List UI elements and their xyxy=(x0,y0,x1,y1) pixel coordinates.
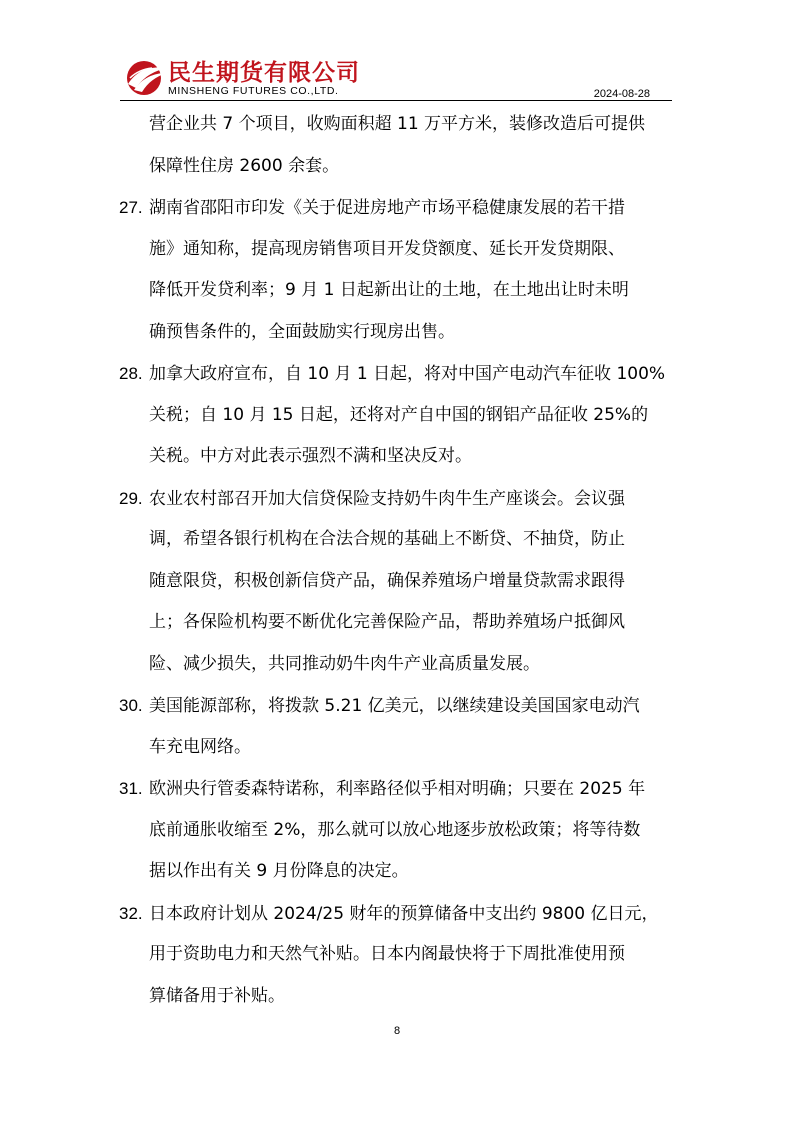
company-name-cn: 民生期货有限公司 xyxy=(168,60,360,86)
text-line: 随意限贷，积极创新信贷产品，确保养殖场户增量贷款需求跟得 xyxy=(149,570,625,591)
page-number: 8 xyxy=(393,1025,401,1037)
text-line: 关税；自 10 月 15 日起，还将对产自中国的钢铝产品征收 25%的 xyxy=(149,404,649,425)
page-header xyxy=(120,50,672,102)
news-item-30 xyxy=(119,685,679,768)
text-line: 农业农村部召开加大信贷保险支持奶牛肉牛生产座谈会。会议强 xyxy=(149,488,625,509)
continued-paragraph xyxy=(119,104,679,187)
text-line: 关税。中方对此表示强烈不满和坚决反对。 xyxy=(149,446,472,466)
text-line: 日本政府计划从 2024/25 财年的预算储备中支出约 9800 亿日元， xyxy=(149,903,659,924)
company-name-en: MINSHENG FUTURES CO.,LTD. xyxy=(168,85,339,97)
text-line: 算储备用于补贴。 xyxy=(149,985,285,1006)
report-date: 2024-08-28 xyxy=(593,88,650,100)
news-item-27 xyxy=(119,187,679,353)
text-line: 欧洲央行管委森特诺称，利率路径似乎相对明确；只要在 2025 年 xyxy=(149,779,646,799)
item-number: 29. xyxy=(119,488,143,508)
text-line: 营企业共 7 个项目，收购面积超 11 万平方米，装修改造后可提供 xyxy=(149,114,646,134)
news-item-28 xyxy=(119,353,679,478)
text-line: 降低开发贷利率；9 月 1 日起新出让的土地，在土地出让时未明 xyxy=(149,280,629,300)
item-number: 31. xyxy=(119,779,143,798)
text-line: 确预售条件的，全面鼓励实行现房出售。 xyxy=(149,321,455,342)
news-list xyxy=(119,104,679,1017)
text-line: 车充电网络。 xyxy=(149,736,251,757)
text-line: 保障性住房 2600 余套。 xyxy=(149,155,340,176)
minsheng-logo-icon xyxy=(124,58,170,98)
text-line: 用于资助电力和天然气补贴。日本内阁最快将于下周批准使用预 xyxy=(149,944,625,964)
text-line: 险、减少损失，共同推动奶牛肉牛产业高质量发展。 xyxy=(149,653,540,674)
text-line: 施》通知称，提高现房销售项目开发贷额度、延长开发贷期限、 xyxy=(149,238,625,259)
text-line: 美国能源部称，将拨款 5.21 亿美元，以继续建设美国国家电动汽 xyxy=(149,696,640,716)
text-line: 据以作出有关 9 月份降息的决定。 xyxy=(149,861,409,881)
item-number: 32. xyxy=(119,903,143,923)
text-line: 调，希望各银行机构在合法合规的基础上不断贷、不抽贷，防止 xyxy=(149,529,625,549)
text-line: 加拿大政府宣布，自 10 月 1 日起，将对中国产电动汽车征收 100% xyxy=(149,364,666,384)
item-number: 27. xyxy=(119,198,143,217)
news-item-32 xyxy=(119,893,679,1018)
header-divider xyxy=(120,100,672,101)
text-line: 湖南省邵阳市印发《关于促进房地产市场平稳健康发展的若干措 xyxy=(149,198,625,218)
item-number: 30. xyxy=(119,696,143,715)
text-line: 上；各保险机构要不断优化完善保险产品，帮助养殖场户抵御风 xyxy=(149,612,625,632)
item-number: 28. xyxy=(119,364,143,383)
text-line: 底前通胀收缩至 2%，那么就可以放心地逐步放松政策；将等待数 xyxy=(149,819,641,840)
news-item-31 xyxy=(119,768,679,893)
news-item-29 xyxy=(119,478,679,686)
